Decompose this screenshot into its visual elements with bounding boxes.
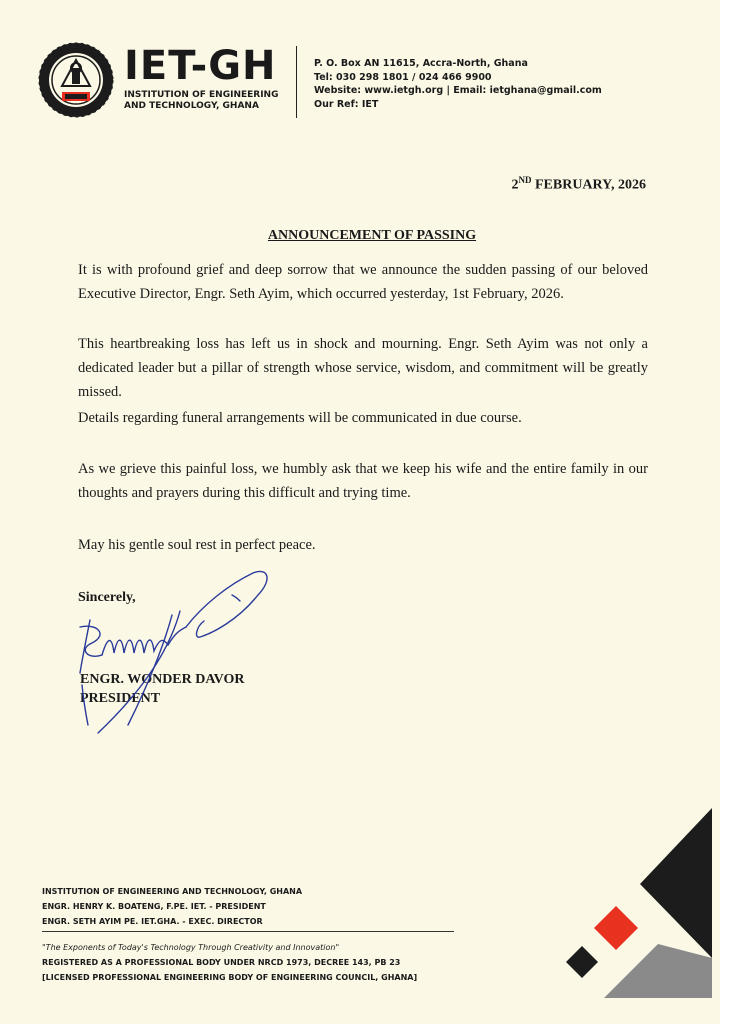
footer-line-2: ENGR. HENRY K. BOATENG, F.PE. IET. - PRESIDENT [42, 902, 266, 911]
signer-title: PRESIDENT [80, 691, 161, 706]
telephone: Tel: 030 298 1801 / 024 466 9900 [314, 71, 492, 83]
closing: Sincerely, [78, 590, 136, 605]
red-diamond-shape [594, 906, 638, 950]
handwritten-signature [68, 565, 278, 735]
footer-registered: REGISTERED AS A PROFESSIONAL BODY UNDER NRCD 1973, DECREE 143, PB 23 [42, 958, 401, 967]
paragraph-1: It is with profound grief and deep sorrow that we announce the sudden passing of our beloved Executive Director, Engr. Seth Ayim, which occurred yesterday, 1st February, 2026. [78, 262, 648, 302]
brand-subtitle-line-2: AND TECHNOLOGY, GHANA [124, 101, 259, 111]
decorative-shapes [554, 808, 720, 1002]
date-suffix: ND [518, 175, 532, 185]
gray-triangle-shape [604, 944, 712, 998]
reference: Our Ref: IET [314, 98, 379, 110]
paragraph-3: Details regarding funeral arrangements will be communicated in due course. [78, 410, 522, 426]
paragraph-2: This heartbreaking loss has left us in shock and mourning. Engr. Seth Ayim was not only a dedicated leader but a pillar of strength whose service, wisdom, and commitment will be greatly missed. [78, 336, 648, 400]
letter-title: ANNOUNCEMENT OF PASSING [267, 228, 477, 243]
paragraph-5: May his gentle soul rest in perfect peace. [78, 537, 316, 553]
letter-date [511, 175, 646, 194]
brand-name: IET-GH [124, 43, 277, 89]
brand-subtitle-line-1: INSTITUTION OF ENGINEERING [124, 90, 279, 100]
footer-divider [42, 931, 454, 932]
footer-line-1: INSTITUTION OF ENGINEERING AND TECHNOLOGY, GHANA [42, 887, 303, 896]
signer-name: ENGR. WONDER DAVOR [80, 672, 245, 687]
footer-tagline: "The Exponents of Today's Technology Through Creativity and Innovation" [42, 943, 340, 952]
footer-license: [LICENSED PROFESSIONAL ENGINEERING BODY OF ENGINEERING COUNCIL, GHANA] [42, 973, 418, 982]
paragraph-4: As we grieve this painful loss, we humbly ask that we keep his wife and the entire family in our thoughts and prayers during this difficult and trying time. [78, 461, 648, 501]
date-day: 2 [511, 177, 519, 193]
contact-block [314, 57, 602, 111]
iet-gh-logo [38, 42, 114, 118]
address: P. O. Box AN 11615, Accra-North, Ghana [314, 58, 528, 69]
date-month-year: FEBRUARY, 2026 [531, 177, 646, 193]
footer-line-3: ENGR. SETH AYIM PE. IET.GHA. - EXEC. DIRECTOR [42, 917, 263, 926]
page-edge [720, 0, 744, 1024]
footer-org [42, 884, 302, 929]
header-divider [296, 46, 297, 118]
website-email: Website: www.ietgh.org | Email: ietghana@gmail.com [314, 85, 602, 96]
footer-registration [42, 940, 417, 985]
small-dark-diamond-shape [566, 946, 598, 978]
brand-subtitle [124, 90, 278, 112]
dark-triangle-shape [640, 808, 712, 958]
